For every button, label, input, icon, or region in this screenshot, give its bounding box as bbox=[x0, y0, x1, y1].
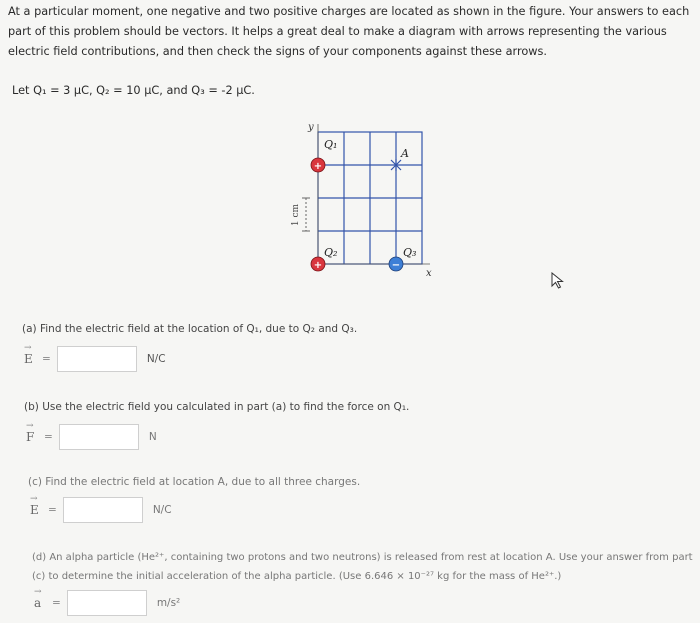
part-b-input[interactable] bbox=[59, 424, 139, 450]
part-a-question: (a) Find the electric field at the location of Q₁, due to Q₂ and Q₃. bbox=[22, 323, 358, 335]
part-b-symbol: → F bbox=[26, 421, 35, 444]
part-c-answer-row: → E = N/C bbox=[30, 497, 172, 523]
q2-label: Q₂ bbox=[324, 246, 338, 259]
q1-charge bbox=[311, 158, 325, 172]
given-values: Let Q₁ = 3 μC, Q₂ = 10 μC, and Q₃ = -2 μC. bbox=[12, 84, 255, 97]
q1-label: Q₁ bbox=[324, 138, 338, 151]
problem-intro: At a particular moment, one negative and two positive charges are located as shown in the figure. Your answers to each part of this problem should be vectors. It helps a great deal to make a diagram with arrows representing the various electric field contributions, and then check the signs of your components against these arrows. bbox=[8, 5, 690, 58]
part-b-question: (b) Use the electric field you calculated in part (a) to find the force on Q₁. bbox=[24, 401, 410, 413]
q3-label: Q₃ bbox=[403, 246, 417, 259]
part-a-input[interactable] bbox=[57, 346, 137, 372]
part-d-input[interactable] bbox=[67, 590, 147, 616]
q1-sign: + bbox=[313, 161, 323, 172]
part-a-symbol: → E bbox=[24, 343, 33, 366]
pointer-cursor-icon bbox=[550, 272, 566, 290]
part-c-input[interactable] bbox=[63, 497, 143, 523]
part-b-answer-row: → F = N bbox=[26, 424, 157, 450]
part-a-unit: N/C bbox=[146, 353, 166, 365]
part-d-unit: m/s² bbox=[156, 597, 181, 609]
part-d-answer-row: → a = m/s² bbox=[34, 590, 180, 616]
part-d-question: (d) An alpha particle (He²⁺, containing two protons and two neutrons) is released from rest at location A. Use your answer from part (c) to determine the initial acceleration of the alpha particle. (Use 6.646 × 10⁻²⁷ kg for the mass of He²⁺.) bbox=[32, 552, 693, 582]
part-c-symbol: → E bbox=[30, 494, 39, 517]
scale-label: 1 cm bbox=[291, 203, 301, 227]
x-axis-label: x bbox=[426, 268, 432, 279]
part-c-unit: N/C bbox=[152, 504, 172, 516]
y-axis-label: y bbox=[308, 122, 314, 133]
part-a-answer-row: → E = N/C bbox=[24, 346, 166, 372]
q3-charge bbox=[389, 257, 403, 271]
charge-figure bbox=[280, 118, 450, 286]
part-c-question: (c) Find the electric field at location A, due to all three charges. bbox=[28, 476, 361, 488]
q2-sign: + bbox=[313, 260, 323, 271]
part-b-unit: N bbox=[148, 431, 157, 443]
q2-charge bbox=[311, 257, 325, 271]
part-d-symbol: → a bbox=[34, 587, 42, 610]
q3-sign: − bbox=[391, 260, 401, 271]
grid-diagram bbox=[280, 118, 450, 286]
point-a-label: A bbox=[401, 147, 409, 160]
